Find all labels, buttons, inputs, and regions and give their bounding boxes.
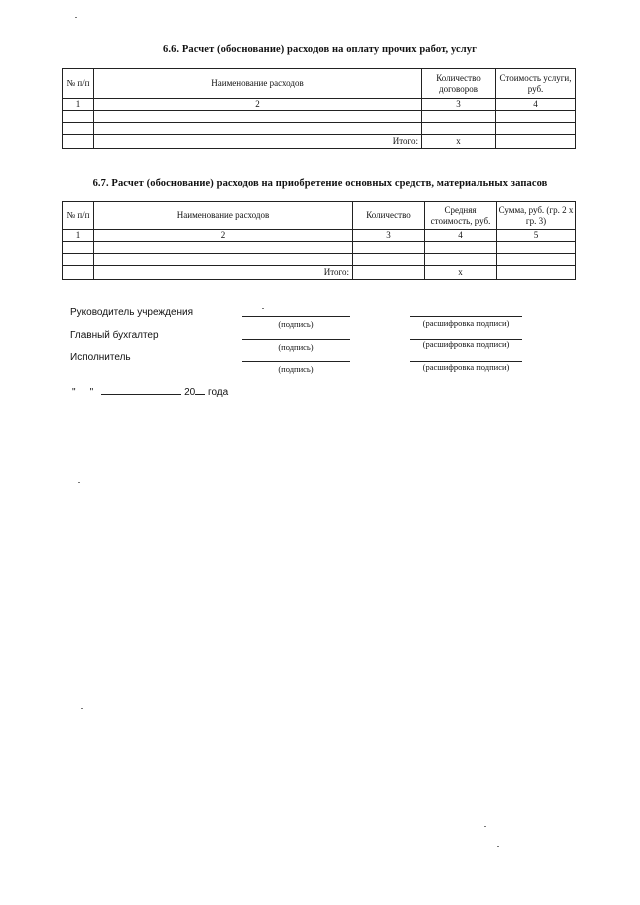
col-header-number: № п/п <box>63 69 94 99</box>
empty-cell[interactable] <box>353 242 425 254</box>
decipher-hint: (расшифровка подписи) <box>422 362 510 372</box>
year-prefix: 20 <box>184 387 196 398</box>
total-label: Итого: <box>94 135 422 149</box>
empty-cell[interactable] <box>94 123 422 135</box>
total-mark: x <box>425 266 497 280</box>
date-month-blank[interactable] <box>101 385 181 395</box>
empty-cell[interactable] <box>425 254 497 266</box>
col-header-expense-name: Наименование расходов <box>94 69 422 99</box>
decipher-hint: (расшифровка подписи) <box>422 318 510 328</box>
signature-hint: (подпись) <box>278 342 314 352</box>
scan-speck <box>75 17 77 18</box>
signature-line-executor[interactable] <box>242 361 350 362</box>
table-total-row <box>63 135 576 149</box>
empty-cell[interactable] <box>94 254 353 266</box>
empty-cell[interactable] <box>497 254 576 266</box>
section-6-6-title: 6.6. Расчет (обоснование) расходов на оплату прочих работ, услуг <box>163 44 477 55</box>
role-executor: Исполнитель <box>70 352 131 363</box>
empty-cell[interactable] <box>353 254 425 266</box>
scan-speck <box>81 708 83 709</box>
table-6-7 <box>62 201 576 280</box>
empty-cell[interactable] <box>353 266 425 280</box>
col-header-expense-name: Наименование расходов <box>94 202 353 230</box>
role-head-of-institution: Руководитель учреждения <box>70 307 194 318</box>
signature-hint: (подпись) <box>278 364 314 374</box>
empty-cell[interactable] <box>63 242 94 254</box>
col-header-sum: Сумма, руб. (гр. 2 х гр. 3) <box>497 202 576 230</box>
table-total-row <box>63 266 576 280</box>
date-line <box>72 385 228 398</box>
empty-cell[interactable] <box>63 111 94 123</box>
empty-cell[interactable] <box>496 123 576 135</box>
scan-speck <box>497 846 499 847</box>
empty-cell[interactable] <box>425 242 497 254</box>
table-6-6 <box>62 68 576 149</box>
col-number-cell: 2 <box>94 99 422 111</box>
table-header-row <box>63 69 576 99</box>
scan-speck <box>484 826 486 827</box>
col-number-cell: 2 <box>94 230 353 242</box>
col-number-cell: 4 <box>496 99 576 111</box>
empty-cell[interactable] <box>422 123 496 135</box>
empty-cell[interactable] <box>94 242 353 254</box>
quote-close: " <box>89 387 94 398</box>
scan-speck <box>262 308 264 309</box>
signature-line-head[interactable] <box>242 316 350 317</box>
col-header-quantity: Количество <box>353 202 425 230</box>
scan-speck <box>78 482 80 483</box>
table-row <box>63 111 576 123</box>
empty-cell[interactable] <box>63 123 94 135</box>
table-numbering-row <box>63 230 576 242</box>
role-chief-accountant: Главный бухгалтер <box>70 330 159 341</box>
section-6-7-title: 6.7. Расчет (обоснование) расходов на приобретение основных средств, материальных запасов <box>92 178 548 189</box>
signature-line-accountant[interactable] <box>242 339 350 340</box>
col-header-contracts-count: Количество договоров <box>422 69 496 99</box>
year-suffix: года <box>208 387 229 398</box>
table-row <box>63 254 576 266</box>
total-value-cell[interactable] <box>496 135 576 149</box>
table-row <box>63 242 576 254</box>
signature-hint: (подпись) <box>278 319 314 329</box>
empty-cell[interactable] <box>422 111 496 123</box>
total-mark: x <box>422 135 496 149</box>
total-label: Итого: <box>94 266 353 280</box>
decipher-line-head[interactable] <box>410 316 522 317</box>
empty-cell[interactable] <box>63 135 94 149</box>
empty-cell[interactable] <box>94 111 422 123</box>
table-row <box>63 123 576 135</box>
year-blank[interactable] <box>195 385 205 395</box>
quote-open: " <box>72 387 76 398</box>
empty-cell[interactable] <box>496 111 576 123</box>
col-header-average-cost: Средняя стоимость, руб. <box>425 202 497 230</box>
empty-cell[interactable] <box>63 254 94 266</box>
decipher-hint: (расшифровка подписи) <box>422 339 510 349</box>
col-number-cell: 1 <box>63 99 94 111</box>
col-number-cell: 3 <box>422 99 496 111</box>
table-numbering-row <box>63 99 576 111</box>
empty-cell[interactable] <box>497 242 576 254</box>
table-header-row <box>63 202 576 230</box>
empty-cell[interactable] <box>63 266 94 280</box>
col-number-cell: 4 <box>425 230 497 242</box>
total-value-cell[interactable] <box>497 266 576 280</box>
col-header-number: № п/п <box>63 202 94 230</box>
col-number-cell: 1 <box>63 230 94 242</box>
col-number-cell: 5 <box>497 230 576 242</box>
col-header-service-cost: Стоимость услуги, руб. <box>496 69 576 99</box>
col-number-cell: 3 <box>353 230 425 242</box>
